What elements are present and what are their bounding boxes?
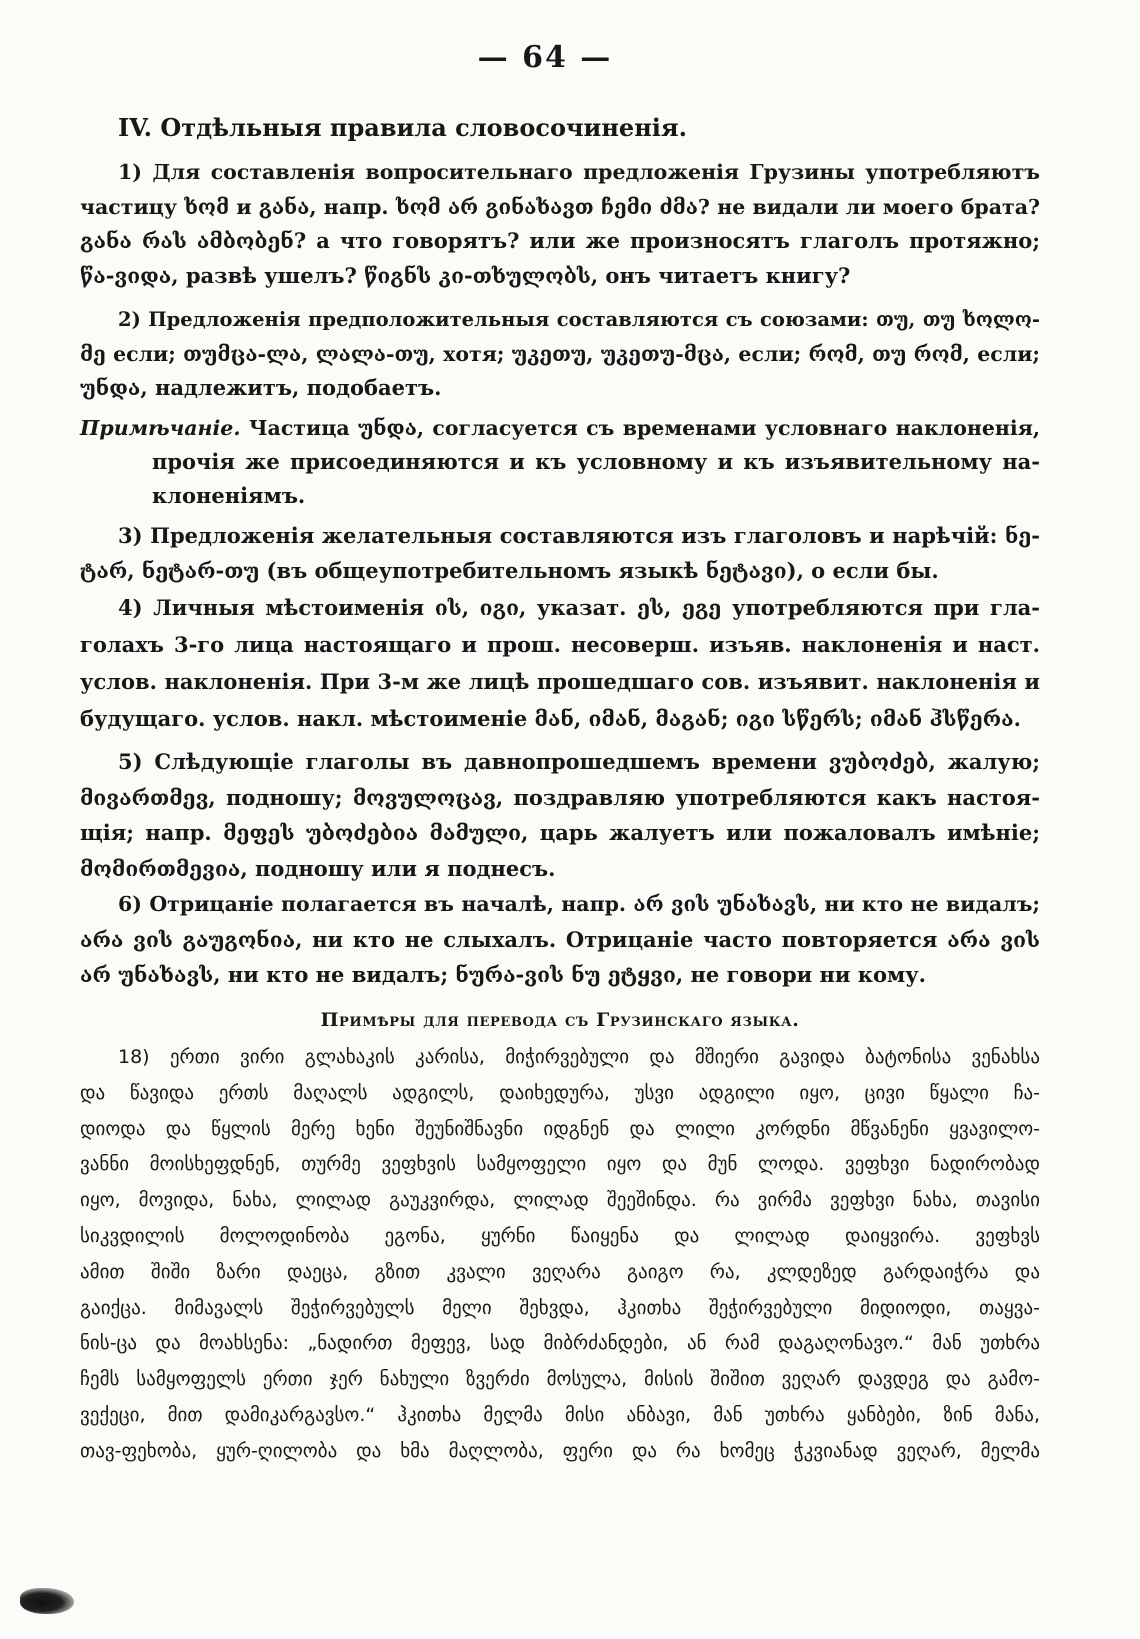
rule-4-line-4: будущаго. услов. накл. мѣстоименіе მან, იმან, მაგან; იგი სწერს; იმან ჰსწერა. [80,706,1021,731]
rule-5-line-2: მივართმევ, подношу; მოვულოცავ, поздравляю употребляются какъ настоя- [80,784,1040,810]
example-line-4: ვანნი მოისხეფდნენ, თურმე ვეფხვის სამყოფელი იყო და მუნ ლოდა. ვეფხვი ნადირობად [80,1153,1040,1176]
rule-2-line-3: უნდა, надлежитъ, подобаетъ. [80,375,442,400]
scan-smudge [20,1588,74,1614]
section-heading: IV. Отдѣльныя правила словосочиненія. [118,113,687,142]
rule-1-line-2: частицу ხომ и განა, напр. ხომ არ გინახავთ ჩემი ძმა? не видали ли моего брата? [80,194,1040,219]
rule-3 [80,518,1040,588]
example-line-5: იყო, მოვიდა, ნახა, ლილად გაუკვირდა, ლილად შეეშინდა. რა ვირმა ვეფხვი ნახა, თავისი [80,1189,1040,1212]
rule-2-line-1: 2) Предложенія предположительныя составляются съ союзами: თუ, თუ ხოლო- [118,308,1040,331]
example-18 [80,1040,1040,1470]
rule-4-line-1: 4) Личныя мѣстоименія ის, იგი, указат. ეს, ეგე употребляются при гла- [118,595,1040,620]
example-line-12: თავ-ფეხობა, ყურ-ღილობა და ხმა მაღლობა, ფერი და რა ხომეც ჭკვიანად ვეღარ, მელმა [80,1439,1040,1462]
rule-6-line-2: არა ვის გაუგონია, ни кто не слыхалъ. Отрицаніе часто повторяется არა ვის [80,927,1040,952]
example-line-11: ვექეცი, მით დამიკარგავსო.“ ჰკითხა მელმა მისი ანბავი, მან უთხრა ყანბები, ზინ მანა, [80,1403,1040,1426]
rule-5-line-1: 5) Слѣдующіе глаголы въ давнопрошедшемъ времени ვუბოძებ, жалую; [118,749,1040,774]
example-line-9: ნის-ცა და მოახსენა: „ნადირთ მეფევ, სად მიბრძანდები, ან რამ დაგაღონავო.“ მან უთხრა [80,1332,1040,1355]
rule-6-line-3: არ უნახავს, ни кто не видалъ; ნურა-ვის ნუ ეტყვი, не говори ни кому. [80,962,926,987]
rule-3-line-1: 3) Предложенія желательныя составляются изъ глаголовъ и нарѣчій: ნე- [118,523,1040,548]
rule-1 [80,155,1040,293]
rule-4-line-3: услов. наклоненія. При 3-м же лицѣ прошедшаго сов. изъявит. наклоненія и [80,669,1040,694]
rule-4 [80,589,1040,737]
rule-2 [80,303,1040,405]
rule-3-line-2: ტარ, ნეტარ-თუ (въ общеупотребительномъ языкѣ ნეტავი), о если бы. [80,558,939,583]
page-number: — 64 — [477,40,613,75]
rule-6-line-1: 6) Отрицаніе полагается въ началѣ, напр. არ ვის უნახავს, ни кто не видалъ; [118,892,1040,916]
example-line-7: ამით შიში ზარი დაეცა, გზით კვალი ვეღარა გაიგო რა, კლდეზედ გარდაიჭრა და [80,1260,1040,1283]
rule-1-line-1: 1) Для составленія вопросительнаго предложенія Грузины употребляютъ [118,160,1040,184]
example-line-3: დიოდა და წყლის მერე ხენი შეუნიშნავნი იდგნენ და ლილი კორდნი მწვანენი ყვავილო- [80,1117,1040,1140]
rule-6 [80,887,1040,992]
note-label: Примѣчаніе. [80,416,241,440]
rule-5-line-4: მომირთმევია, подношу или я поднесъ. [80,855,556,881]
rule-2-line-2: მე если; თუმცა-ლა, ლალა-თუ, хотя; უკეთუ, უკეთუ-მცა, если; რომ, თუ რომ, если; [80,342,1040,366]
examples-heading: Примѣры для перевода съ Грузинскаго языка. [320,1009,800,1031]
rule-4-line-2: голахъ 3-го лица настоящаго и прош. несоверш. изъяв. наклоненія и наст. [80,632,1040,657]
rule-1-line-3: განა რას ამბობენ? а что говорятъ? или же произносятъ глаголъ протяжно; [80,228,1040,253]
example-line-10: ჩემს სამყოფელს ერთი ჯერ ნახული ზვერძი მოსულა, მისის შიშით ვეღარ დავდეგ და გამო- [80,1368,1040,1391]
example-line-8: გაიქცა. მიმავალს შეჭირვებულს მელი შეხვდა, ჰკითხა შეჭირვებული მიდიოდი, თაყვა- [80,1296,1040,1319]
example-line-6: სიკვდილის მოლოდინობა ეგონა, ყურნი წაიყენა და ლილად დაიყვირა. ვეფხვს [80,1224,1040,1247]
example-line-2: და წავიდა ერთს მაღალს ადგილს, დაიხედურა, უსვი ადგილი იყო, ცივი წყალი ჩა- [80,1081,1040,1104]
rule-5-line-3: щія; напр. მეფეს უბოძებია მამული, царь жалуетъ или пожаловалъ имѣніе; [80,820,1040,845]
note-line-3: клоненіямъ. [152,483,306,508]
note-text: Частица უნდა, согласуется съ временами условнаго наклоненія, [248,416,1041,440]
note [80,411,1040,513]
note-line-2: прочія же присоединяются и къ условному и къ изъявительному на- [152,449,1040,474]
note-line-1 [80,411,1040,445]
rule-5 [80,744,1040,886]
example-line-1: 18) ერთი ვირი გლახაკის კარისა, მიჭირვებული და მშიერი გავიდა ბატონისა ვენახსა [118,1046,1040,1068]
rule-1-line-4: წა-ვიდა, развѣ ушелъ? წიგნს კი-თხულობს, онъ читаетъ книгу? [80,262,851,288]
